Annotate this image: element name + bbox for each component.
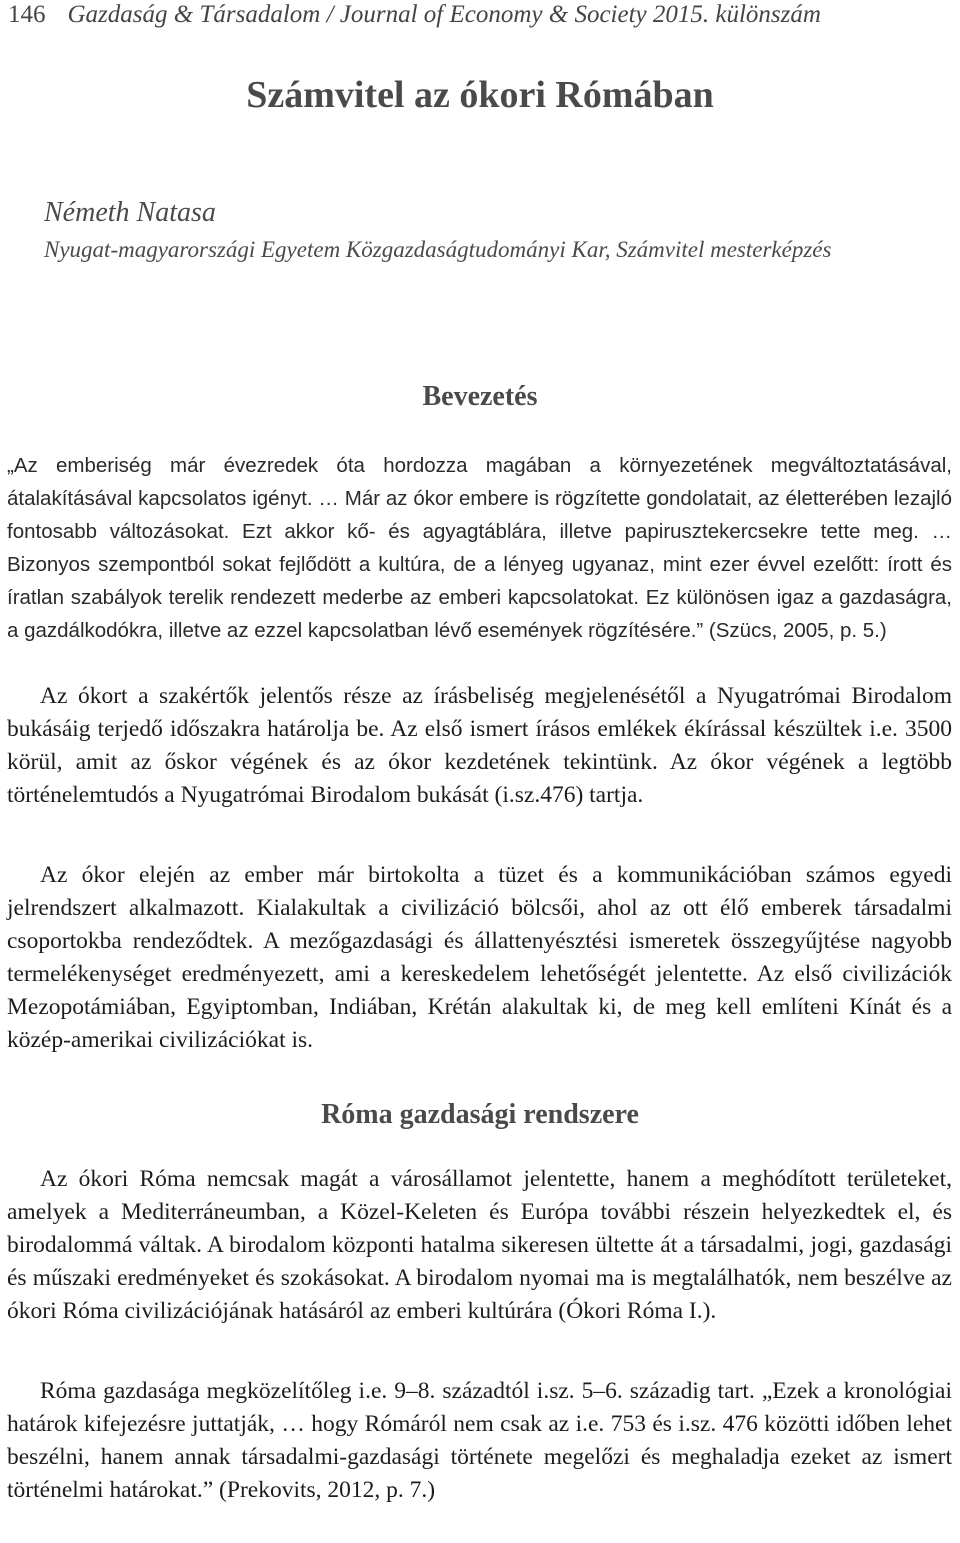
paragraph-antiquity-definition: Az ókort a szakértők jelentős része az írásbeliség megjelenésétől a Nyugatrómai Birodalom bukásáig terjedő időszakra határolja be. Az első ismert írásos emlékek ékírással készültek i.e. 3500 körül, amit az őskor végének és az ókor kezdetének tekintünk. Az ókor végének a legtöbb történelemtudós a Nyugatrómai Birodalom bukását (i.sz.476) tartja.	[7, 683, 952, 808]
journal-title: Gazdaság & Társadalom / Journal of Economy & Society 2015. különszám	[67, 1, 821, 28]
author-name: Németh Natasa	[44, 197, 216, 228]
intro-quotation: „Az emberiség már évezredek óta hordozza magában a környezetének megváltoztatásával, átalakításával kapcsolatos igényt. … Már az ókor embere is rögzítette gondolatait, az életterében lezajló fontosabb változásokat. Ezt akkor kő- és agyagtáblára, illetve papirusztekercsekre tette meg. … Bizonyos szempontból sokat fejlődött a kultúra, de a lényeg ugyanaz, mint ezer évvel ezelőtt: írott és íratlan szabályok terelik rendezett mederbe az emberi kapcsolatokat. Ez különösen igaz a gazdaságra, a gazdálkodókra, illetve az ezzel kapcsolatban lévő események rögzítésére.” (Szücs, 2005, p. 5.)	[7, 454, 952, 642]
paragraph-roman-empire: Az ókori Róma nemcsak magát a városállamot jelentette, hanem a meghódított területeket, amelyek a Mediterráneumban, a Közel-Keleten és Európa további részein helyezkedtek el, és birodalommá váltak. A birodalom központi hatalma sikeresen ültette át a társadalmi, jogi, gazdasági és műszaki eredményeket és szokásokat. A birodalom nyomai ma is megtalálhatók, nem beszélve az ókori Róma civilizációjának hatásáról az emberi kultúrára (Ókori Róma I.).	[7, 1166, 952, 1324]
page-number: 146	[8, 1, 46, 28]
author-affiliation: Nyugat-magyarországi Egyetem Közgazdaságtudományi Kar, Számvitel mesterképzés	[44, 237, 832, 262]
paragraph-roman-chronology: Róma gazdasága megközelítőleg i.e. 9–8. századtól i.sz. 5–6. századig tart. „Ezek a kronológiai határok kifejezésre juttatják, … hogy Rómáról nem csak az i.e. 753 és i.sz. 476 közötti időben lehet beszélni, hanem annak társadalmi-gazdasági története megelőzi és meghaladja ezeket az ismert történelmi határokat.” (Prekovits, 2012, p. 7.)	[7, 1378, 952, 1503]
running-header	[8, 0, 821, 30]
article-title: Számvitel az ókori Rómában	[246, 74, 714, 116]
section-heading-introduction: Bevezetés	[422, 381, 538, 412]
section-heading-roman-economy: Róma gazdasági rendszere	[321, 1099, 639, 1130]
paragraph-early-civilizations: Az ókor elején az ember már birtokolta a tüzet és a kommunikációban számos egyedi jelrendszert alkalmazott. Kialakultak a civilizáció bölcsői, ahol az ott élő emberek társadalmi csoportokba rendeződtek. A mezőgazdasági és állattenyésztési ismeretek összegyűjtése nagyobb termelékenységet eredményezett, ami a kereskedelem lehetőségét jelentette. Az első civilizációk Mezopotámiában, Egyiptomban, Indiában, Krétán alakultak ki, de meg kell említeni Kínát és a közép-amerikai civilizációkat is.	[7, 862, 952, 1053]
